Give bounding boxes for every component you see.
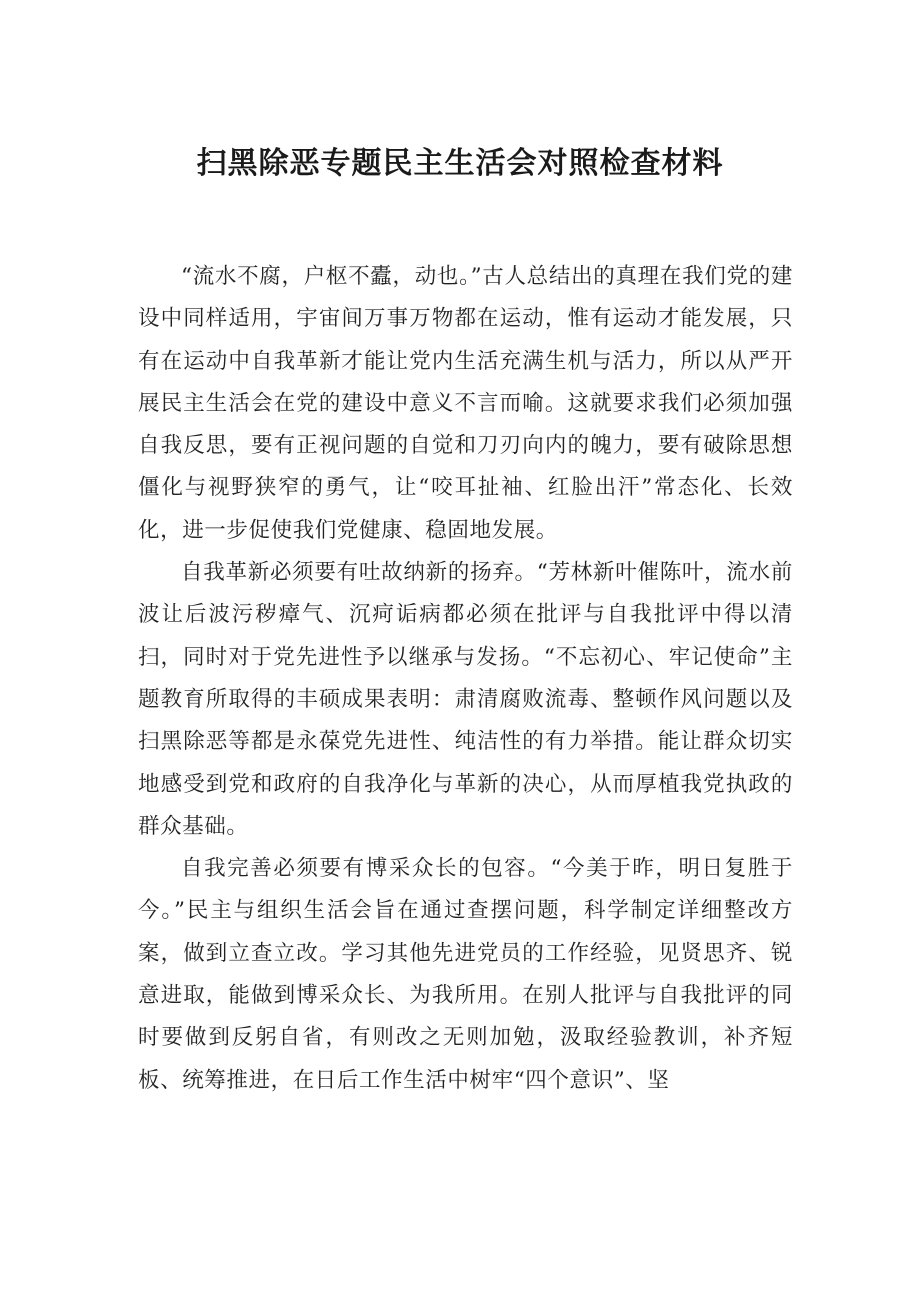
paragraph-1: “流水不腐，户枢不蠹，动也。”古人总结出的真理在我们党的建设中同样适用，宇宙间万事万物都在运动，惟有运动才能发展，只有在运动中自我革新才能让党内生活充满生机与活力，所以从严开展民主生活会在党的建设中意义不言而喻。这就要求我们必须加强自我反思，要有正视问题的自觉和刀刃向内的魄力，要有破除思想僵化与视野狭窄的勇气，让“咬耳扯袖、红脸出汗”常态化、长效化，进一步促使我们党健康、稳固地发展。: [138, 264, 793, 543]
paragraph-2: 自我革新必须要有吐故纳新的扬弃。“芳林新叶催陈叶，流水前波让后波污秽瘴气、沉疴诟病都必须在批评与自我批评中得以清扫，同时对于党先进性予以继承与发扬。“不忘初心、牢记使命”主题教育所取得的丰硕成果表明：肃清腐败流毒、整顿作风问题以及扫黑除恶等都是永葆党先进性、纯洁性的有力举措。能让群众切实地感受到党和政府的自我净化与革新的决心，从而厚植我党执政的群众基础。: [138, 560, 793, 839]
document-title: 扫黑除恶专题民主生活会对照检查材料: [196, 146, 724, 181]
document-body: [138, 256, 793, 1102]
paragraph-3: 自我完善必须要有博采众长的包容。“今美于昨，明日复胜于今。”民主与组织生活会旨在通过查摆问题，科学制定详细整改方案，做到立查立改。学习其他先进党员的工作经验，见贤思齐、锐意进取，能做到博采众长、为我所用。在别人批评与自我批评的同时要做到反躬自省，有则改之无则加勉，汲取经验教训，补齐短板、统筹推进，在日后工作生活中树牢“四个意识”、坚: [138, 856, 793, 1093]
